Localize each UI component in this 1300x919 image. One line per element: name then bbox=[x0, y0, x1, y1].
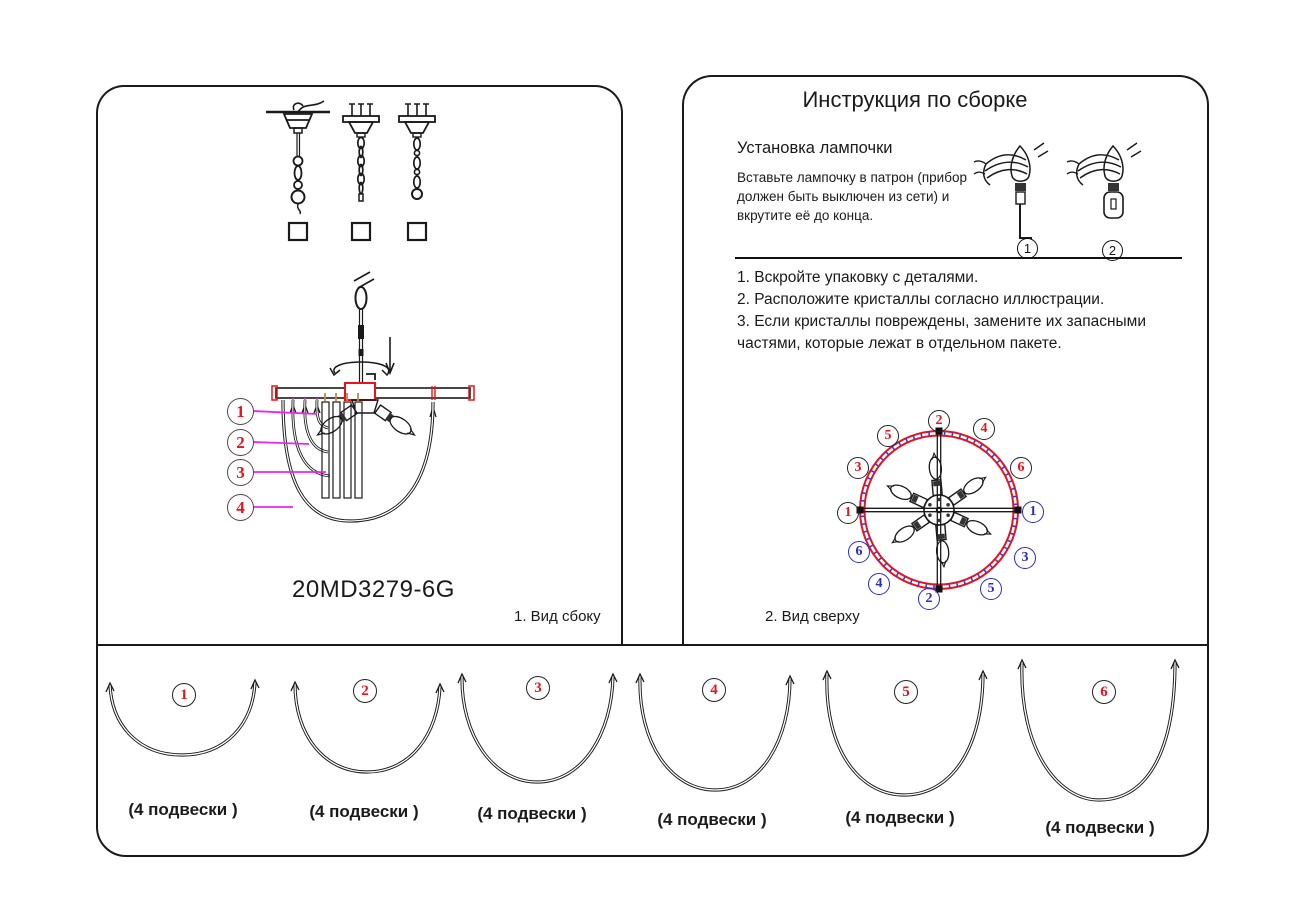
parts-box-b bbox=[352, 223, 370, 240]
ring-position-red-3: 3 bbox=[847, 457, 869, 479]
parts-box-c bbox=[408, 223, 426, 240]
rotation-arrow bbox=[330, 362, 392, 375]
pendant-qty-6: (4 подвески ) bbox=[1045, 818, 1155, 837]
ring-position-blue-5: 5 bbox=[980, 578, 1002, 600]
pendant-number-5: 5 bbox=[894, 680, 918, 704]
bracket bbox=[366, 374, 375, 380]
pendant-qty-4: (4 подвески ) bbox=[657, 810, 767, 829]
hand-figure-1 bbox=[974, 143, 1048, 238]
parts-box-a bbox=[289, 223, 307, 240]
figure-label-1: 1 bbox=[1017, 238, 1038, 259]
lamp-install-heading: Установка лампочки bbox=[737, 139, 893, 157]
assembly-steps bbox=[737, 267, 1197, 356]
pendant-number-6: 6 bbox=[1092, 680, 1116, 704]
motion-ticks bbox=[1127, 143, 1141, 157]
ring-position-blue-4: 4 bbox=[868, 573, 890, 595]
part-label-1: 1 bbox=[227, 398, 254, 425]
pendant-number-4: 4 bbox=[702, 678, 726, 702]
pendant-number-1: 1 bbox=[172, 683, 196, 707]
page-title: Инструкция по сборке bbox=[802, 87, 1028, 112]
pendant-number-2: 2 bbox=[353, 679, 377, 703]
pendant-qty-5: (4 подвески ) bbox=[845, 808, 955, 827]
top-view-caption: 2. Вид сверху bbox=[765, 608, 860, 625]
right-bulb bbox=[374, 404, 418, 440]
pendant-number-3: 3 bbox=[526, 676, 550, 700]
ring-position-red-6: 6 bbox=[1010, 457, 1032, 479]
part-label-3: 3 bbox=[227, 459, 254, 486]
ceiling-mount-options-illustration bbox=[256, 96, 446, 246]
mount-a-illustration bbox=[266, 101, 330, 240]
socket-arm bbox=[1020, 204, 1032, 238]
pendant-curve-5 bbox=[812, 655, 992, 810]
pendant-curve-6 bbox=[1008, 655, 1188, 810]
hub-and-bulbs bbox=[885, 453, 993, 568]
socket-cup bbox=[1104, 192, 1123, 218]
step-2: 2. Расположите кристаллы согласно иллюстрации. bbox=[737, 291, 1105, 309]
ring-position-red-5: 5 bbox=[877, 425, 899, 447]
figure-label-2: 2 bbox=[1102, 240, 1123, 261]
ring-position-red-1: 1 bbox=[837, 502, 859, 524]
part-label-4: 4 bbox=[227, 494, 254, 521]
lamp-install-body: Вставьте лампочку в патрон (прибор должен быть выключен из сети) и вкрутите её до конца. bbox=[737, 170, 967, 223]
canopy-highlight bbox=[345, 383, 375, 400]
hand-figure-2 bbox=[1067, 143, 1141, 218]
divider-line bbox=[735, 257, 1182, 259]
motion-ticks bbox=[1034, 143, 1048, 157]
ring-position-blue-3: 3 bbox=[1014, 547, 1036, 569]
side-view-caption: 1. Вид сбоку bbox=[514, 608, 601, 625]
strand-3 bbox=[293, 400, 330, 476]
step-3: 3. Если кристаллы повреждены, замените их запасными частями, которые лежат в отдельном пакете. bbox=[737, 313, 1147, 353]
pendant-curve-1 bbox=[95, 655, 270, 810]
rod bbox=[360, 309, 363, 385]
ring-position-red-4: 4 bbox=[973, 418, 995, 440]
ring-position-red-2: 2 bbox=[928, 410, 950, 432]
part-label-2: 2 bbox=[227, 429, 254, 456]
ring-position-blue-1: 1 bbox=[1022, 501, 1044, 523]
mount-c-illustration bbox=[399, 104, 435, 240]
chain-link bbox=[356, 287, 367, 309]
ring-ticks bbox=[862, 433, 1016, 587]
pendant-qty-1: (4 подвески ) bbox=[128, 800, 238, 819]
step-1: 1. Вскройте упаковку с деталями. bbox=[737, 269, 979, 286]
pendant-qty-2: (4 подвески ) bbox=[309, 802, 419, 821]
mount-b-illustration bbox=[343, 104, 379, 240]
ring-position-blue-6: 6 bbox=[848, 541, 870, 563]
model-number: 20MD3279-6G bbox=[292, 576, 455, 603]
pendant-qty-3: (4 подвески ) bbox=[477, 804, 587, 823]
break-marks bbox=[354, 272, 374, 288]
bulb-installation-illustration bbox=[972, 140, 1182, 252]
ring-position-blue-2: 2 bbox=[918, 588, 940, 610]
